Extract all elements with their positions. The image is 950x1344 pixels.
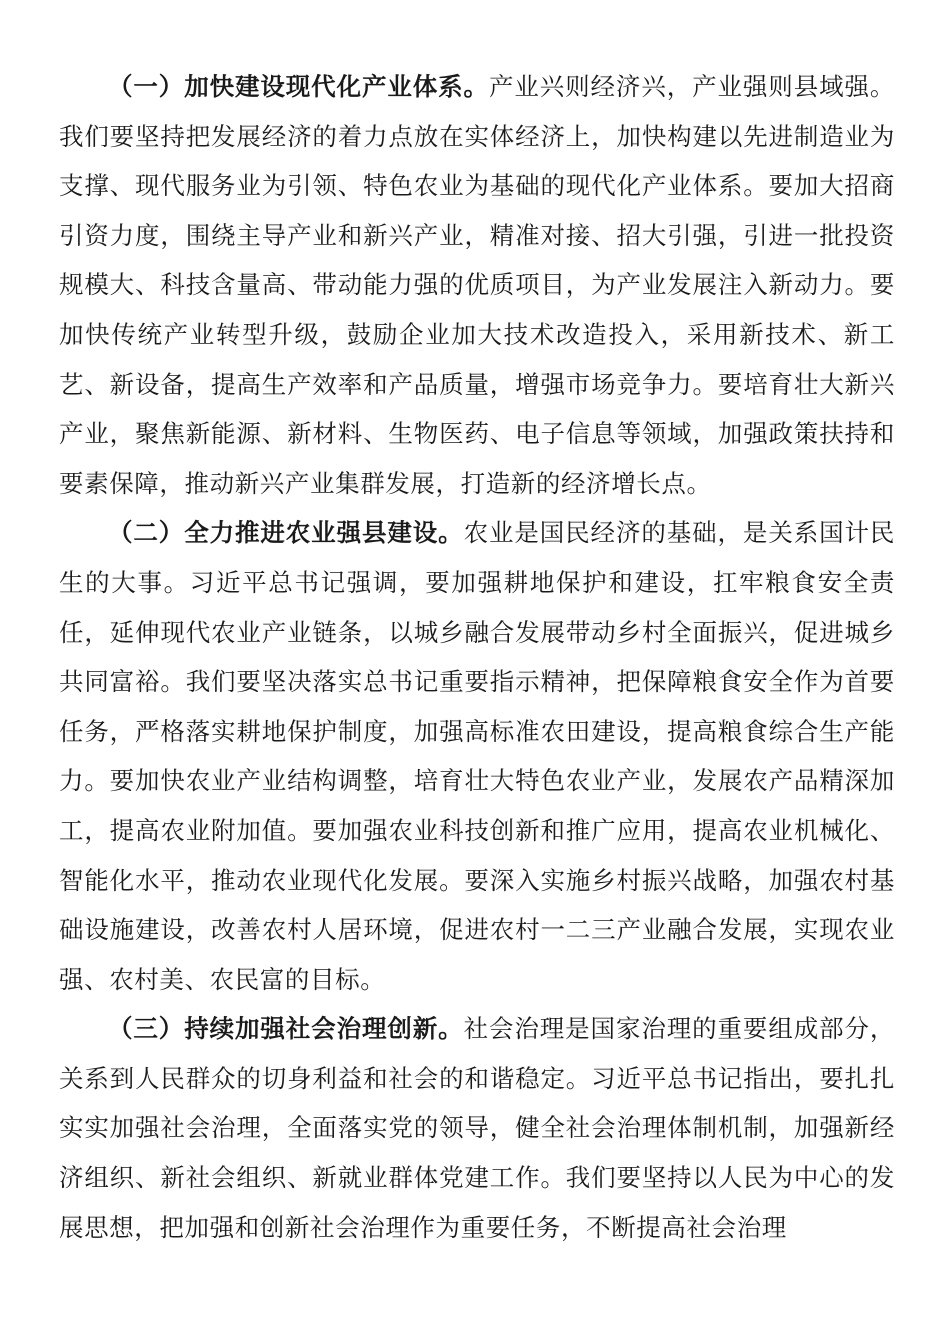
paragraph-2 [59,508,895,1004]
paragraph-3-heading: （三）持续加强社会治理创新。 [108,1014,464,1044]
paragraph-2-heading: （二）全力推进农业强县建设。 [108,518,464,548]
paragraph-1-body: 产业兴则经济兴，产业强则县域强。我们要坚持把发展经济的着力点放在实体经济上，加快构建以先进制造业为支撑、现代服务业为引领、特色农业为基础的现代化产业体系。要加大招商引资力度，围绕主导产业和新兴产业，精准对接、招大引强，引进一批投资规模大、科技含量高、带动能力强的优质项目，为产业发展注入新动力。要加快传统产业转型升级，鼓励企业加大技术改造投入，采用新技术、新工艺、新设备，提高生产效率和产品质量，增强市场竞争力。要培育壮大新兴产业，聚焦新能源、新材料、生物医药、电子信息等领域，加强政策扶持和要素保障，推动新兴产业集群发展，打造新的经济增长点。 [59,72,895,498]
paragraph-1 [59,62,895,508]
paragraph-3 [59,1004,895,1252]
document-page [59,62,895,1252]
paragraph-1-heading: （一）加快建设现代化产业体系。 [108,72,489,101]
paragraph-3-body: 社会治理是国家治理的重要组成部分，关系到人民群众的切身利益和社会的和谐稳定。习近平总书记指出，要扎扎实实加强社会治理，全面落实党的领导，健全社会治理体制机制，加强新经济组织、新社会组织、新就业群体党建工作。我们要坚持以人民为中心的发展思想，把加强和创新社会治理作为重要任务，不断提高社会治理 [59,1014,896,1242]
paragraph-2-body: 农业是国民经济的基础，是关系国计民生的大事。习近平总书记强调，要加强耕地保护和建设，扛牢粮食安全责任，延伸现代农业产业链条，以城乡融合发展带动乡村全面振兴，促进城乡共同富裕。我们要坚决落实总书记重要指示精神，把保障粮食安全作为首要任务，严格落实耕地保护制度，加强高标准农田建设，提高粮食综合生产能力。要加快农业产业结构调整，培育壮大特色农业产业，发展农产品精深加工，提高农业附加值。要加强农业科技创新和推广应用，提高农业机械化、智能化水平，推动农业现代化发展。要深入实施乡村振兴战略，加强农村基础设施建设，改善农村人居环境，促进农村一二三产业融合发展，实现农业强、农村美、农民富的目标。 [59,518,896,994]
